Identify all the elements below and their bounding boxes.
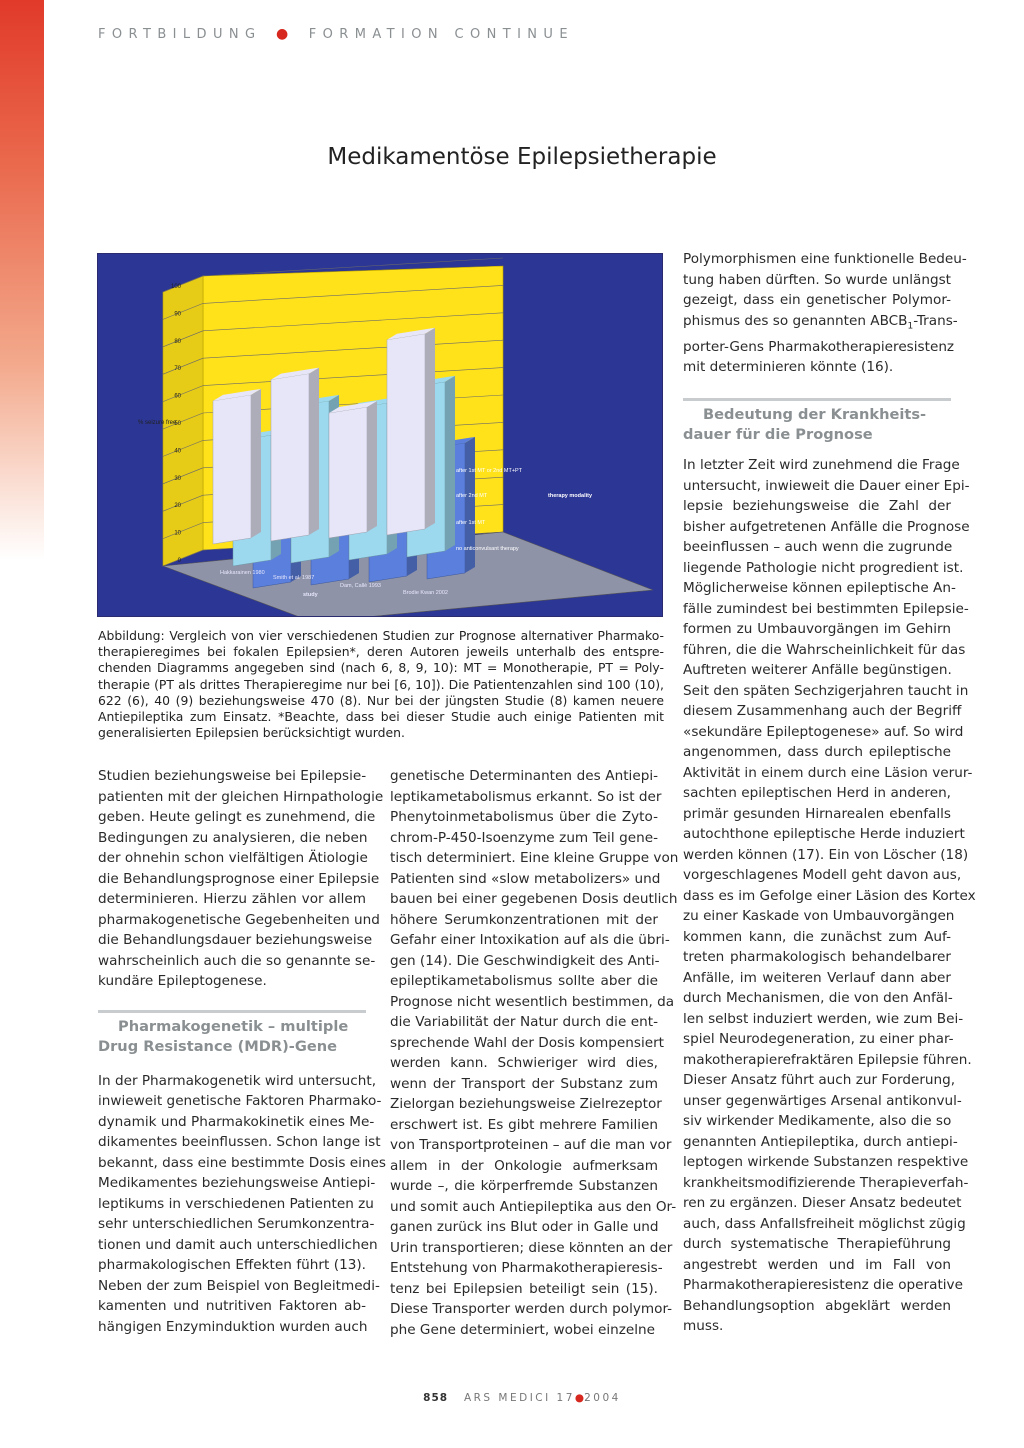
text-line: dynamik und Pharmakokinetik eines Me-: [98, 1113, 375, 1130]
text-line: leptikums in verschiedenen Patienten zu: [98, 1195, 374, 1212]
left-body-text: [98, 1071, 386, 1338]
article-title: Medikamentöse Epilepsietherapie: [327, 144, 717, 170]
text-line: werden können (17). Ein von Löscher (18): [683, 846, 969, 863]
text-line: Auftreten weiterer Anfälle begünstigen.: [683, 662, 952, 678]
text-line: hängigen Enzyminduktion wurden auch: [98, 1318, 368, 1335]
category-label: Brodie Kwan 2002: [403, 590, 448, 596]
text-line: und somit auch Antiepileptika aus den Or-: [390, 1198, 677, 1215]
text-line: Anfälle, im weiteren Verlauf dann aber: [683, 969, 951, 986]
left-intro-text: [98, 766, 384, 992]
figure-caption: [98, 628, 664, 741]
text-line: spiel Neurodegeneration, zu einer phar-: [683, 1031, 954, 1047]
y-tick-label: 70: [174, 366, 181, 373]
text-line: wahrscheinlich auch die so genannte se-: [98, 952, 376, 969]
text-line: untersucht, inwieweit die Dauer einer Epi-: [683, 477, 970, 494]
text-line: erschwert ist. Es gibt mehrere Familien: [390, 1116, 658, 1133]
text-line: In der Pharmakogenetik wird untersucht,: [98, 1072, 377, 1089]
text-line: gezeigt, dass ein genetischer Polymor-: [683, 292, 951, 308]
journal-name: ARS MEDICI 17: [463, 1392, 575, 1404]
bar-front: [329, 407, 367, 538]
left-column: [98, 766, 386, 1337]
right-body-text: [683, 455, 976, 1337]
text-line: die Variabilität der Natur durch die ent-: [390, 1014, 658, 1030]
text-line: autochthone epileptische Herde induziert: [683, 826, 965, 842]
text-line: Phenytoinmetabolismus über die Zyto-: [390, 809, 658, 825]
text-line: sehr unterschiedlichen Serumkonzentra-: [98, 1216, 375, 1232]
text-line: Studien beziehungsweise bei Epilepsie-: [98, 768, 367, 784]
text-line: Dieser Ansatz führt auch zur Forderung,: [683, 1072, 956, 1088]
text-line: Pharmakotherapieresistenz die operative: [683, 1277, 963, 1293]
text-line: therapie (PT als drittes Therapieregime nur bei [6, 10]). Die Patientenzahlen sind 100 (10),: [98, 676, 664, 692]
text-line: tung haben dürften. So wurde unlängst: [683, 271, 951, 288]
text-line: sachten epileptischen Herd in anderen,: [683, 785, 951, 801]
text-line: wenn der Transport der Substanz zum: [390, 1075, 658, 1092]
y-tick-label: 20: [174, 503, 181, 510]
depth-label: after 1st MT: [456, 520, 486, 526]
text-line: allem in der Onkologie aufmerksam: [390, 1157, 658, 1174]
bar-side: [465, 437, 475, 573]
text-line: chrom-P-450-Isoenzyme zum Teil gene-: [390, 829, 658, 846]
category-label: Smith et al. 1987: [273, 575, 315, 581]
text-line: Aktivität in einem durch eine Läsion verur-: [683, 764, 973, 781]
running-head: [98, 26, 574, 42]
text-line: formen zu Umbauvorgängen im Gehirn: [683, 621, 951, 637]
bar-side: [445, 376, 455, 551]
text-line: genannten Antiepileptika, durch antiepi-: [683, 1133, 958, 1150]
y-tick-label: 80: [174, 338, 181, 345]
text-line: von Transportproteinen – auf die man vor: [390, 1137, 672, 1153]
text-line: geben. Heute gelingt es zunehmend, die: [98, 809, 376, 825]
text-line: ren zu ergänzen. Dieser Ansatz bedeutet: [683, 1195, 962, 1211]
y-tick-label: 60: [174, 393, 181, 400]
text-line: kommen kann, die zunächst zum Auf-: [683, 928, 951, 945]
text-line: Entstehung von Pharmakotherapieresis-: [390, 1260, 663, 1276]
text-line: angestrebt werden und im Fall von: [683, 1256, 951, 1273]
text-line: dass es im Gefolge einer Läsion des Kortex: [683, 887, 976, 904]
heading-line: dauer für die Prognose: [683, 426, 873, 443]
text-line: porter-Gens Pharmakotherapieresistenz: [683, 338, 955, 355]
text-line: krankheitsmodifizierende Therapieverfah-: [683, 1174, 969, 1191]
y-tick-label: 10: [174, 530, 181, 537]
category-label: Dam, Callè 1993: [340, 583, 381, 589]
text-line: durch Mechanismen, die von den Anfäl-: [683, 990, 953, 1006]
x-axis-label: study: [303, 592, 318, 598]
page-footer: [0, 1392, 1024, 1404]
heading-line: Drug Resistance (MDR)-Gene: [98, 1037, 338, 1055]
y-tick-label: 40: [174, 448, 181, 455]
text-line: ganen zurück ins Blut oder in Galle und: [390, 1219, 659, 1235]
text-line: kamenten und nutritiven Faktoren ab-: [98, 1298, 366, 1314]
abcb-tail: -Trans-: [913, 312, 958, 329]
text-line: bekannt, dass eine bestimmte Dosis eines: [98, 1154, 386, 1171]
text-line: bauen bei einer gegebenen Dosis deutlich: [390, 891, 678, 907]
text-line: beeinflussen – auch wenn die zugrunde: [683, 539, 953, 555]
bar-side: [309, 368, 319, 535]
text-line: Zielorgan beziehungsweise Zielrezeptor: [390, 1096, 662, 1112]
depth-label: no anticonvulsant therapy: [456, 546, 519, 552]
y-tick-label: 0: [177, 558, 181, 564]
text-line: die Behandlungsprognose einer Epilepsie: [98, 870, 380, 887]
text-line: auch, dass Anfallsfreiheit möglichst zügig: [683, 1215, 966, 1232]
chart-svg: [98, 254, 662, 616]
text-line: genetische Determinanten des Antiepi-: [390, 768, 658, 784]
text-line: pharmakologischen Effekten führt (13).: [98, 1257, 366, 1273]
text-line: «sekundäre Epileptogenese» auf. So wird: [683, 723, 964, 740]
text-line: höhere Serumkonzentrationen mit der: [390, 911, 658, 928]
text-line: Seit den späten Sechzigerjahren taucht in: [683, 682, 969, 699]
text-line: Patienten sind «slow metabolizers» und: [390, 870, 661, 887]
bar-side: [425, 328, 435, 529]
text-line: Polymorphismen eine funktionelle Bedeu-: [683, 251, 967, 267]
text-line: zu einer Kaskade von Umbauvorgängen: [683, 908, 955, 924]
text-line: Bedingungen zu analysieren, die neben: [98, 829, 368, 846]
bar-side: [251, 389, 261, 538]
bar-front: [213, 395, 251, 544]
abcb-subscript: 1: [907, 321, 914, 332]
depth-label: after 1st MT or 2nd MT+PT: [456, 468, 523, 474]
section-heading-pharmakogenetik: [98, 1010, 366, 1057]
text-line: werden kann. Schwieriger wird dies,: [390, 1055, 658, 1071]
text-line-abcb: [683, 311, 958, 337]
text-line: generalisierten Epilepsien berücksichtigt wurden.: [98, 725, 405, 741]
text-line: determinieren. Hierzu zählen vor allem: [98, 891, 366, 907]
text-line: siv wirkender Medikamente, also die so: [683, 1113, 952, 1129]
text-line: Möglicherweise können epileptische An-: [683, 580, 956, 596]
text-line: diesem Zusammenhang auch der Begriff: [683, 703, 962, 719]
text-line: len selbst induziert werden, wie zum Bei-: [683, 1010, 964, 1027]
text-line: unser gegenwärtiges Arsenal antikonvul-: [683, 1092, 962, 1109]
text-line: Antiepileptika zum Einsatz. *Beachte, dass bei dieser Studie auch einige Patienten mit: [98, 709, 664, 725]
text-line: 622 (6), 40 (9) beziehungsweise 470 (8). Nur bei der jüngsten Studie (8) kamen neuere: [98, 692, 664, 708]
bullet-dot-icon: ●: [574, 1392, 585, 1404]
running-head-right: FORMATION CONTINUE: [308, 27, 574, 42]
category-label: Hakkarainen 1980: [220, 570, 265, 576]
text-line: der ohnehin schon vielfältigen Ätiologie: [98, 850, 368, 866]
text-line: therapieregimes bei fokalen Epilepsien*, deren Autoren jeweils unterhalb des entspre-: [98, 644, 664, 660]
text-line: die Behandlungsdauer beziehungsweise: [98, 932, 373, 948]
abcb-text: phismus des so genannten ABCB: [683, 312, 908, 329]
text-line: Gefahr einer Intoxikation auf als die übri-: [390, 932, 670, 948]
text-line: liegende Pathologie nicht progredient ist.: [683, 559, 964, 576]
y-tick-label: 50: [174, 421, 181, 427]
text-line: fälle zumindest bei bestimmten Epilepsie-: [683, 600, 969, 617]
bar-side: [367, 401, 377, 532]
heading-line: Bedeutung der Krankheits-: [703, 406, 927, 423]
text-line: Behandlungsoption abgeklärt werden: [683, 1297, 951, 1314]
bar-front: [387, 334, 425, 535]
bullet-dot-icon: ●: [276, 26, 289, 42]
text-line: Medikamentes beziehungsweise Antiepi-: [98, 1175, 376, 1191]
text-line: lepsie beziehungsweise die Zahl der: [683, 498, 951, 514]
text-line: Abbildung: Vergleich von vier verschiedenen Studien zur Prognose alternativer Pharmako-: [98, 628, 664, 643]
text-line: durch systematische Therapieführung: [683, 1236, 951, 1252]
legend-title: therapy modality: [548, 493, 593, 499]
text-line: mit determinieren könnte (16).: [683, 359, 894, 376]
text-line: dikamentes beeinflussen. Schon lange ist: [98, 1134, 381, 1150]
text-line: vorgeschlagenes Modell geht davon aus,: [683, 867, 962, 883]
text-line: tionen und damit auch unterschiedlichen: [98, 1236, 378, 1253]
running-head-left: FORTBILDUNG: [98, 27, 262, 42]
text-line: patienten mit der gleichen Hirnpathologie: [98, 788, 384, 805]
side-color-bar: [0, 0, 44, 560]
heading-line: Pharmakogenetik – multiple: [118, 1017, 349, 1035]
text-line: muss.: [683, 1318, 724, 1334]
text-line: tisch determiniert. Eine kleine Gruppe von: [390, 850, 679, 866]
y-axis-label: % seizure free: [138, 420, 177, 426]
journal-year: 2004: [584, 1392, 621, 1404]
text-line: führen, die die Wahrscheinlichkeit für das: [683, 641, 966, 658]
text-line: primär gesunden Hirnarealen ebenfalls: [683, 805, 951, 822]
text-line: makotherapierefraktären Epilepsie führen.: [683, 1051, 972, 1068]
text-line: phe Gene determiniert, wobei einzelne: [390, 1321, 656, 1338]
text-line: leptikametabolismus erkannt. So ist der: [390, 788, 662, 805]
y-tick-label: 100: [170, 284, 181, 290]
middle-column: [390, 766, 679, 1340]
figure-chart: [97, 253, 663, 617]
text-line: Diese Transporter werden durch polymor-: [390, 1301, 673, 1317]
text-line: In letzter Zeit wird zunehmend die Frage: [683, 457, 960, 473]
text-line: Prognose nicht wesentlich bestimmen, da: [390, 993, 675, 1010]
y-tick-label: 30: [174, 475, 181, 482]
text-line: leptogen wirkende Substanzen respektive: [683, 1154, 969, 1170]
depth-label: after 2nd MT: [456, 493, 488, 499]
text-line: kundäre Epileptogenese.: [98, 973, 267, 989]
right-top-text: [683, 249, 967, 378]
bar-front: [271, 374, 309, 541]
text-line: sprechende Wahl der Dosis kompensiert: [390, 1034, 665, 1051]
y-tick-label: 90: [174, 311, 181, 318]
text-line: gen (14). Die Geschwindigkeit des Anti-: [390, 952, 660, 969]
text-line: treten pharmakologisch behandelbarer: [683, 949, 951, 965]
section-heading-krankheitsdauer: [683, 398, 951, 445]
text-line: wurde –, die körperfremde Substanzen: [390, 1178, 658, 1194]
text-line: inwieweit genetische Faktoren Pharmako-: [98, 1093, 382, 1109]
text-line: chenden Diagramms angegeben sind (nach 6, 8, 9, 10): MT = Monotherapie, PT = Poly-: [98, 660, 664, 676]
text-line: epileptikametabolismus sollte aber die: [390, 973, 658, 989]
text-line: Urin transportieren; diese könnten an der: [390, 1239, 673, 1256]
text-line: pharmakogenetische Gegebenheiten und: [98, 911, 380, 928]
text-line: tenz bei Epilepsien beteiligt sein (15).: [390, 1280, 658, 1297]
page-number: 858: [423, 1392, 449, 1404]
text-line: angenommen, dass durch epileptische: [683, 744, 951, 760]
text-line: Neben der zum Beispiel von Begleitmedi-: [98, 1277, 380, 1294]
text-line: bisher aufgetretenen Anfälle die Prognose: [683, 518, 970, 535]
